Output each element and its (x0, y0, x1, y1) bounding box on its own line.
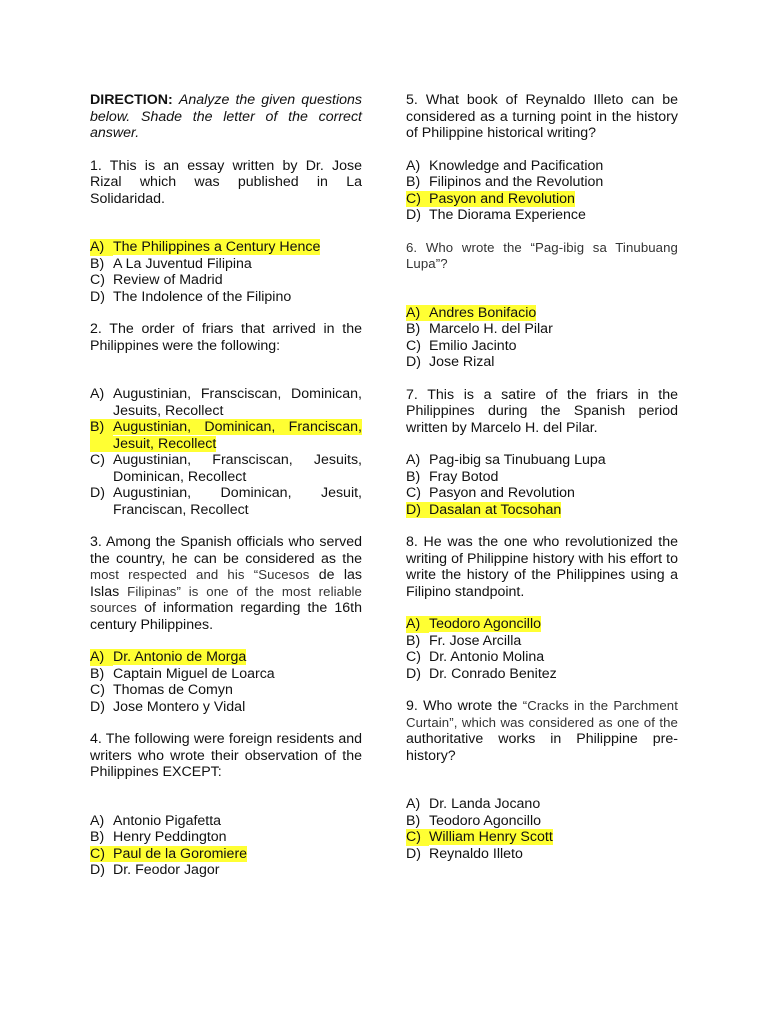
question-7-options (406, 452, 678, 518)
option-7c[interactable]: C) Pasyon and Revolution (406, 485, 575, 501)
question-6: 6. Who wrote the “Pag-ibig sa Tinubuang Lupa”? (406, 239, 678, 271)
direction-label: DIRECTION: (90, 92, 173, 108)
question-9: 9. Who wrote the “Cracks in the Parchment Curtain”, which was considered as one of the authoritative works in Philippine pre-history? (406, 698, 678, 764)
question-8-options (406, 616, 678, 682)
option-9c[interactable]: C) William Henry Scott (406, 829, 553, 845)
direction (90, 92, 362, 142)
option-5c[interactable]: C) Pasyon and Revolution (406, 190, 575, 207)
option-6a[interactable]: A) Andres Bonifacio (406, 304, 537, 321)
option-7d[interactable]: D) Dasalan at Tocsohan (406, 501, 562, 518)
question-6-options (406, 305, 678, 371)
question-3: 3. Among the Spanish officials who served the country, he can be considered as the most respected and his “Sucesos de las Islas Filipinas” is one of the most reliable sources of information regarding the 16th century Philippines. (90, 534, 362, 633)
option-2d[interactable]: D) Augustinian, Dominican, Jesuit, Franciscan, Recollect (90, 485, 362, 518)
option-8a[interactable]: A) Teodoro Agoncillo (406, 616, 542, 632)
question-4: 4. The following were foreign residents and writers who wrote their observation of the Philippines EXCEPT: (90, 731, 362, 780)
option-5a[interactable]: A) Knowledge and Pacification (406, 157, 604, 174)
question-7: 7. This is a satire of the friars in the Philippines during the Spanish period written by Marcelo H. del Pilar. (406, 386, 678, 436)
option-7b[interactable]: B) Fray Botod (406, 468, 499, 485)
option-6d[interactable]: D) Jose Rizal (406, 354, 495, 370)
question-5: 5. What book of Reynaldo Illeto can be considered as a turning point in the history of Philippine historical writing? (406, 92, 678, 141)
question-5-options (406, 158, 678, 224)
question-9-options (406, 796, 678, 862)
option-8c[interactable]: C) Dr. Antonio Molina (406, 649, 545, 665)
option-4a[interactable]: A) Antonio Pigafetta (90, 812, 222, 829)
option-7a[interactable]: A) Pag-ibig sa Tinubuang Lupa (406, 452, 606, 468)
option-3c[interactable]: C) Thomas de Comyn (90, 682, 233, 698)
option-9b[interactable]: B) Teodoro Agoncillo (406, 812, 542, 829)
option-4d[interactable]: D) Dr. Feodor Jagor (90, 862, 220, 878)
option-5b[interactable]: B) Filipinos and the Revolution (406, 174, 604, 190)
option-8b[interactable]: B) Fr. Jose Arcilla (406, 632, 522, 649)
option-6b[interactable]: B) Marcelo H. del Pilar (406, 321, 553, 337)
question-3-options (90, 649, 362, 715)
option-3b[interactable]: B) Captain Miguel de Loarca (90, 665, 275, 682)
question-1: 1. This is an essay written by Dr. Jose Rizal which was published in La Solidaridad. (90, 157, 362, 207)
question-2: 2. The order of friars that arrived in the Philippines were the following: (90, 321, 362, 354)
option-2a[interactable]: A) Augustinian, Fransciscan, Dominican, Jesuits, Recollect (90, 386, 362, 419)
option-4c[interactable]: C) Paul de la Goromiere (90, 845, 248, 862)
question-2-options (90, 386, 362, 518)
option-2b[interactable]: B) Augustinian, Dominican, Franciscan, Jesuit, Recollect (90, 419, 362, 452)
left-column (90, 92, 362, 895)
question-4-options (90, 813, 362, 879)
option-8d[interactable]: D) Dr. Conrado Benitez (406, 665, 557, 682)
option-9a[interactable]: A) Dr. Landa Jocano (406, 796, 541, 812)
option-6c[interactable]: C) Emilio Jacinto (406, 337, 517, 354)
option-3a[interactable]: A) Dr. Antonio de Morga (90, 649, 247, 665)
option-1a[interactable]: A) The Philippines a Century Hence (90, 239, 321, 255)
option-2c[interactable]: C) Augustinian, Fransciscan, Jesuits, Dominican, Recollect (90, 452, 362, 485)
question-1-options (90, 239, 362, 305)
option-1b[interactable]: B) A La Juventud Filipina (90, 255, 252, 272)
option-3d[interactable]: D) Jose Montero y Vidal (90, 698, 246, 715)
option-4b[interactable]: B) Henry Peddington (90, 829, 227, 845)
right-column (406, 92, 678, 878)
option-9d[interactable]: D) Reynaldo Illeto (406, 845, 523, 862)
question-8: 8. He was the one who revolutionized the writing of Philippine history with his effort to write the history of the Philippines using a Filipino standpoint. (406, 534, 678, 600)
direction-text: Analyze the given questions below. Shade the letter of the correct answer. (90, 92, 363, 141)
option-5d[interactable]: D) The Diorama Experience (406, 207, 586, 223)
option-1d[interactable]: D) The Indolence of the Filipino (90, 288, 292, 305)
option-1c[interactable]: C) Review of Madrid (90, 272, 223, 288)
